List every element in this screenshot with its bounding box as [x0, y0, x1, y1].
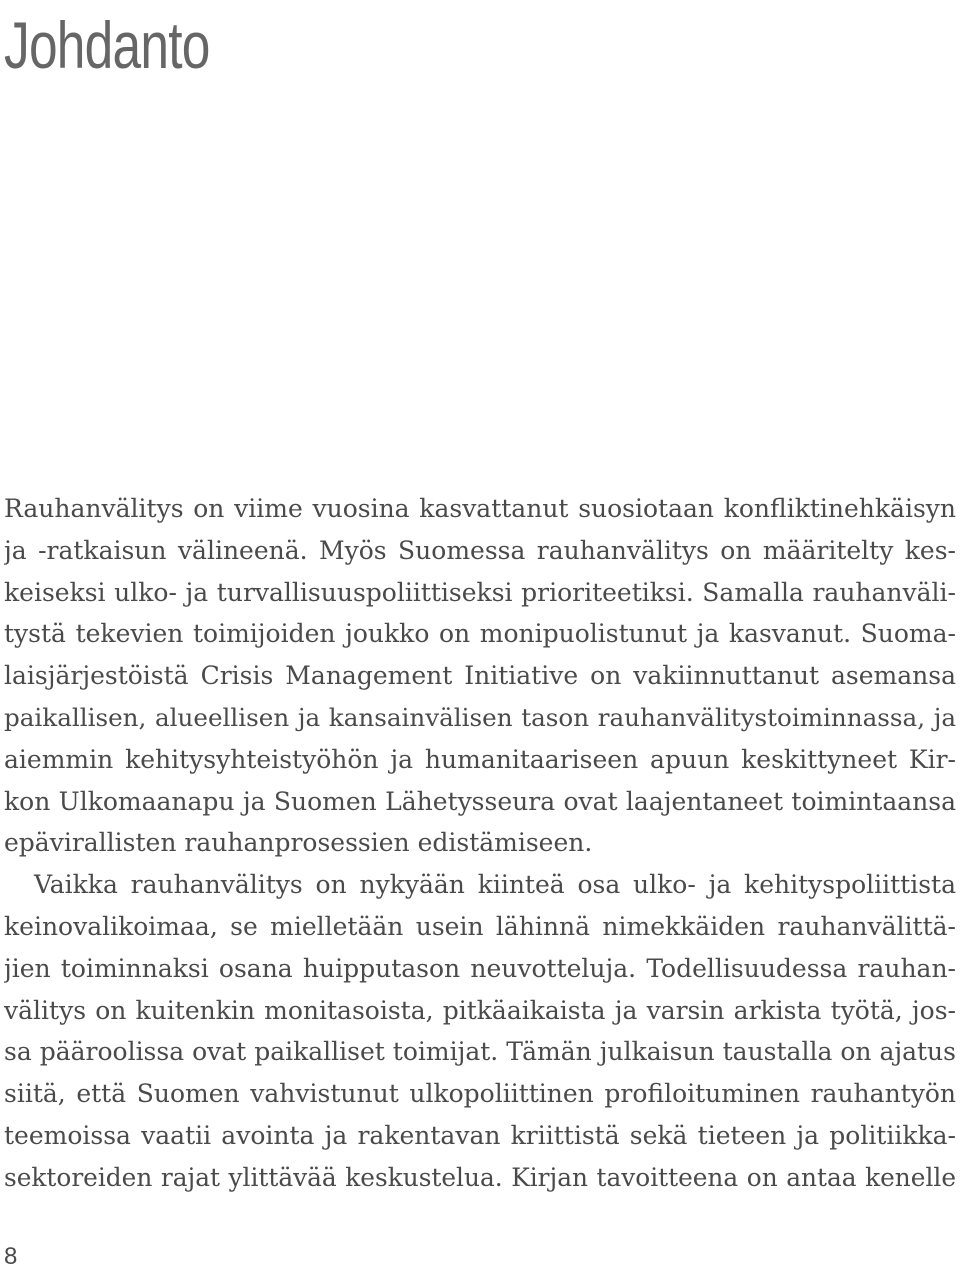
text-line: keinovalikoimaa, se mielletään usein lähinnä nimekkäiden rauhanvälittä-	[4, 911, 956, 941]
text-line: epävirallisten rauhanprosessien edistämiseen.	[4, 828, 593, 858]
text-line: kon Ulkomaanapu ja Suomen Lähetysseura ovat laajentaneet toimintaansa	[4, 786, 956, 816]
text-line: ja -ratkaisun välineenä. Myös Suomessa rauhanvälitys on määritelty kes-	[4, 535, 956, 565]
text-line: Rauhanvälitys on viime vuosina kasvattanut suosiotaan konfliktinehkäisyn	[4, 494, 956, 523]
text-line: tystä tekevien toimijoiden joukko on monipuolistunut ja kasvanut. Suoma-	[4, 619, 956, 649]
text-line: teemoissa vaatii avointa ja rakentavan kriittistä sekä tieteen ja politiikka-	[4, 1120, 956, 1150]
text-line: välitys on kuitenkin monitasoista, pitkäaikaista ja varsin arkista työtä, jos-	[4, 995, 956, 1025]
text-line: sektoreiden rajat ylittävää keskustelua. Kirjan tavoitteena on antaa kenelle	[4, 1162, 956, 1192]
page-title: Johdanto	[4, 8, 210, 82]
text-line: aiemmin kehitysyhteistyöhön ja humanitaariseen apuun keskittyneet Kir-	[4, 744, 956, 774]
text-line: paikallisen, alueellisen ja kansainvälisen tason rauhanvälitystoiminnassa, ja	[4, 702, 956, 732]
text-line: sa pääroolissa ovat paikalliset toimijat. Tämän julkaisun taustalla on ajatus	[4, 1037, 956, 1067]
text-line: laisjärjestöistä Crisis Management Initiative on vakiinnuttanut asemansa	[4, 661, 956, 691]
paragraph-1	[4, 488, 956, 864]
page-number: 8	[4, 1243, 18, 1270]
text-line: Vaikka rauhanvälitys on nykyään kiinteä osa ulko- ja kehityspoliittista	[34, 870, 956, 900]
text-line: keiseksi ulko- ja turvallisuuspoliittiseksi prioriteetiksi. Samalla rauhanväli-	[4, 577, 956, 607]
text-line: siitä, että Suomen vahvistunut ulkopoliittinen profiloituminen rauhantyön	[4, 1079, 956, 1109]
paragraph-2	[4, 864, 956, 1198]
text-line: jien toiminnaksi osana huipputason neuvotteluja. Todellisuudessa rauhan-	[4, 953, 956, 983]
body-text	[4, 488, 956, 1199]
